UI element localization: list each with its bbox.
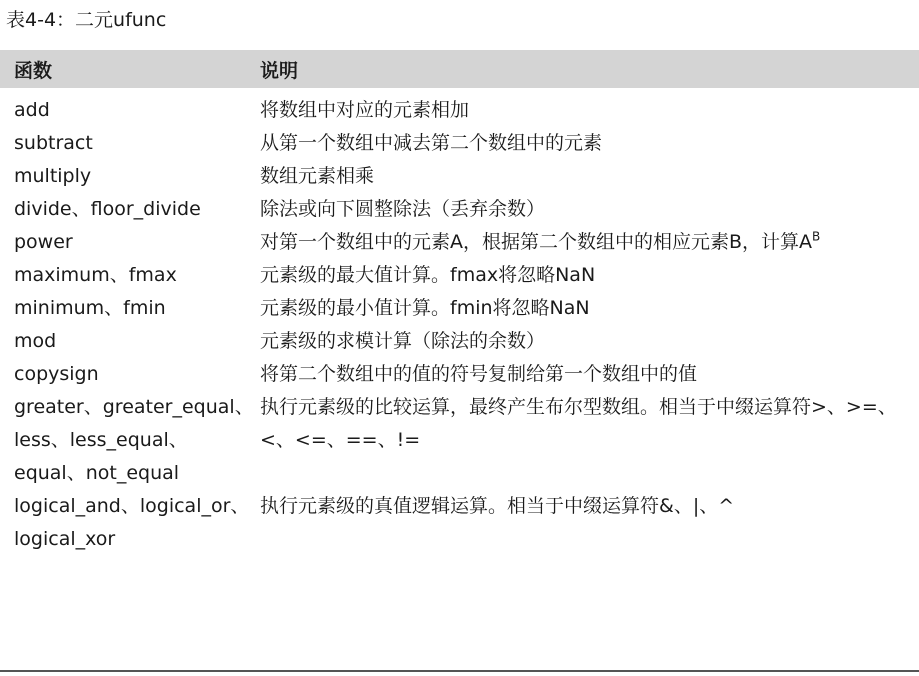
table-row xyxy=(0,127,919,160)
table-row xyxy=(0,160,919,193)
bottom-rule xyxy=(0,670,919,672)
function-description: 执行元素级的真值逻辑运算。相当于中缀运算符&、|、^ xyxy=(260,495,735,517)
function-name: maximum、fmax xyxy=(14,264,177,286)
function-name: multiply xyxy=(14,165,92,187)
table-row xyxy=(0,490,919,556)
header-description: 说明 xyxy=(260,59,299,82)
function-description: 将第二个数组中的值的符号复制给第一个数组中的值 xyxy=(260,363,698,385)
function-name: mod xyxy=(14,330,57,352)
function-description: 从第一个数组中减去第二个数组中的元素 xyxy=(260,132,603,154)
function-name: divide、floor_divide xyxy=(14,198,201,220)
function-name: power xyxy=(14,231,73,253)
function-description xyxy=(260,226,900,259)
table-row xyxy=(0,94,919,127)
ufunc-table xyxy=(0,50,919,556)
function-description: 除法或向下圆整除法（丢弃余数） xyxy=(260,198,546,220)
function-name: logical_and、logical_or、 logical_xor xyxy=(14,495,250,550)
table-caption: 表4-4：二元ufunc xyxy=(6,9,167,31)
function-description: 元素级的最大值计算。fmax将忽略NaN xyxy=(260,264,596,286)
table-row xyxy=(0,193,919,226)
function-description: 执行元素级的比较运算，最终产生布尔型数组。相当于中缀运算符>、>=、<、<=、==、!= xyxy=(260,396,897,451)
table-row xyxy=(0,358,919,391)
table-row xyxy=(0,259,919,292)
table-body xyxy=(0,88,919,556)
table-header xyxy=(0,50,919,88)
function-name: subtract xyxy=(14,132,93,154)
table-row xyxy=(0,226,919,259)
table-row xyxy=(0,325,919,358)
function-name: greater、greater_equal、 less、less_equal、 equal、not_equal xyxy=(14,396,254,484)
table-row xyxy=(0,292,919,325)
function-description: 元素级的求模计算（除法的余数） xyxy=(260,330,546,352)
superscript-b: B xyxy=(812,229,821,244)
header-function: 函数 xyxy=(14,59,53,82)
function-name: copysign xyxy=(14,363,99,385)
function-name: add xyxy=(14,99,50,121)
function-description: 元素级的最小值计算。fmin将忽略NaN xyxy=(260,297,590,319)
function-description: 将数组中对应的元素相加 xyxy=(260,99,470,121)
description-main: 对第一个数组中的元素A，根据第二个数组中的相应元素B，计算A xyxy=(260,231,813,253)
function-name: minimum、fmin xyxy=(14,297,166,319)
function-description: 数组元素相乘 xyxy=(260,165,375,187)
table-row xyxy=(0,391,919,490)
